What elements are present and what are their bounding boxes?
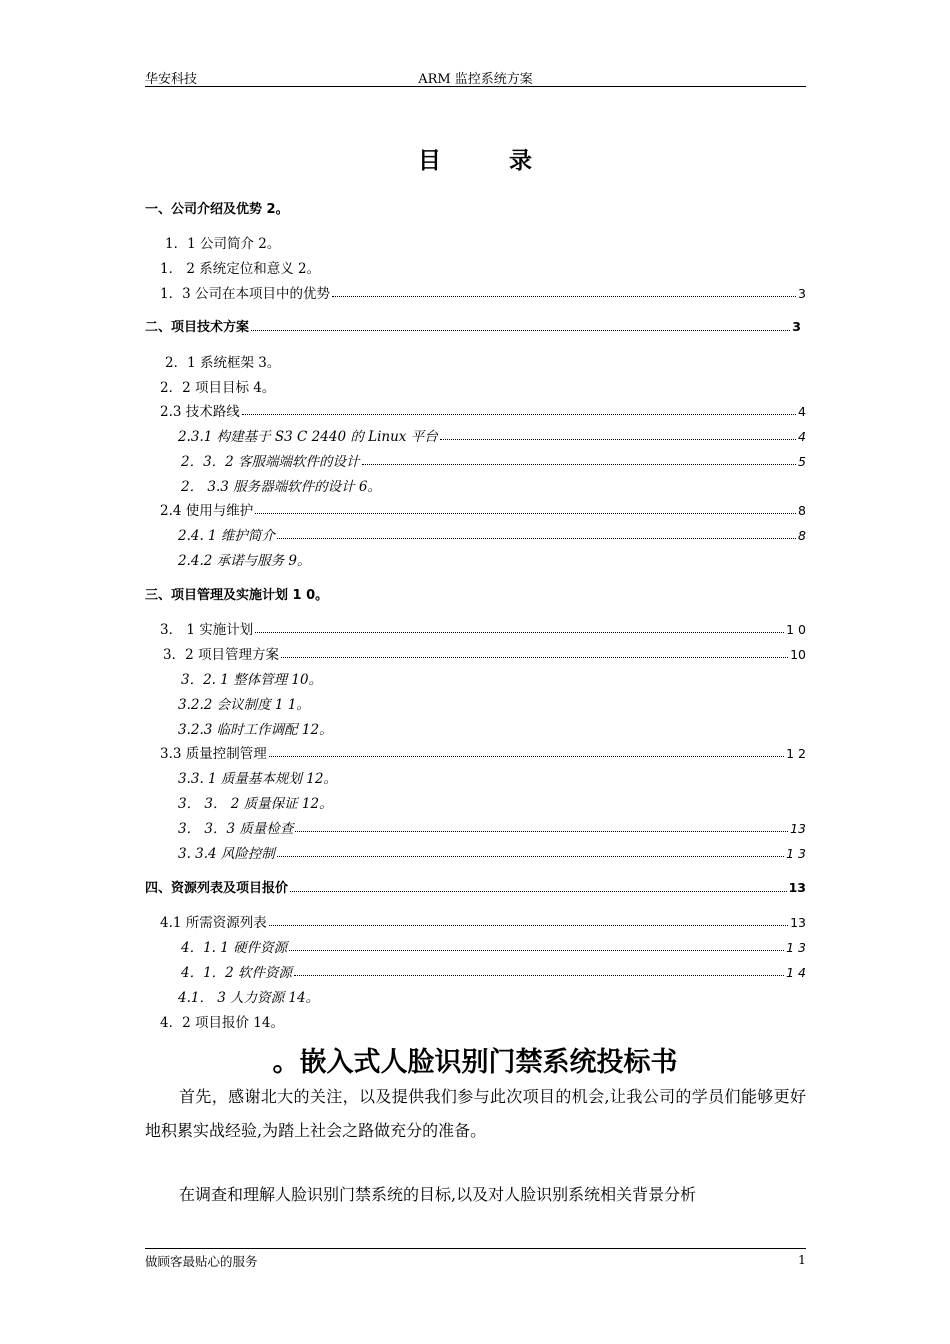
toc-entry[interactable] bbox=[160, 257, 806, 277]
toc-entry[interactable] bbox=[145, 316, 801, 336]
toc-entry-text: 3.3 质量控制管理 bbox=[160, 746, 267, 762]
toc-entry-text: 3． 1 实施计划 bbox=[160, 622, 254, 638]
toc-entry[interactable] bbox=[145, 584, 806, 604]
toc-entry-text: 3.2.2 会议制度 1 1。 bbox=[178, 697, 310, 713]
toc-entry-page: 13 bbox=[790, 915, 806, 930]
toc-entry-text: 2.3.1 构建基于 S3 C 2440 的 Linux 平台 bbox=[178, 429, 438, 445]
toc-entry[interactable] bbox=[178, 524, 806, 544]
toc-entry-text: 3． 3．3 质量检查 bbox=[178, 821, 294, 837]
toc-title: 目 录 bbox=[417, 148, 562, 174]
toc-entry[interactable] bbox=[165, 351, 806, 371]
toc-leader-dots bbox=[269, 925, 788, 926]
toc-entry[interactable] bbox=[178, 425, 806, 445]
toc-entry-text: 4.1． 3 人力资源 14。 bbox=[178, 990, 320, 1006]
toc-leader-dots bbox=[269, 756, 784, 757]
toc-entry-page: 13 bbox=[788, 880, 806, 895]
toc-entry-text: 二、项目技术方案 bbox=[145, 320, 250, 335]
toc-entry[interactable] bbox=[181, 668, 806, 688]
toc-leader-dots bbox=[362, 464, 796, 465]
toc-entry[interactable] bbox=[178, 693, 806, 713]
toc-entry-text: 四、资源列表及项目报价 bbox=[145, 881, 289, 896]
body-paragraph: 首先，感谢北大的关注，以及提供我们参与此次项目的机会,让我公司的学员们能够更好地积累实战经验,为踏上社会之路做充分的准备。 bbox=[145, 1087, 806, 1140]
toc-entry[interactable] bbox=[178, 986, 806, 1006]
toc-entry[interactable] bbox=[178, 767, 806, 787]
header-company: 华安科技 bbox=[145, 72, 198, 87]
toc-entry-page: 1 3 bbox=[786, 940, 806, 955]
toc-entry-page: 5 bbox=[798, 454, 806, 469]
footer-slogan: 做顾客最贴心的服务 bbox=[145, 1254, 258, 1269]
toc-entry-text: 3． 3． 2 质量保证 12。 bbox=[178, 796, 333, 812]
toc-entry[interactable] bbox=[181, 450, 806, 470]
toc-leader-dots bbox=[295, 831, 788, 832]
toc-entry[interactable] bbox=[178, 817, 806, 837]
toc-entry-text: 3．2. 1 整体管理 10。 bbox=[181, 672, 323, 688]
toc-entry-text: 3.3. 1 质量基本规划 12。 bbox=[178, 771, 337, 787]
toc-entry[interactable] bbox=[178, 718, 806, 738]
toc-entry[interactable] bbox=[160, 911, 806, 931]
toc-entry[interactable] bbox=[178, 792, 806, 812]
toc-entry[interactable] bbox=[145, 198, 806, 218]
toc-entry[interactable] bbox=[163, 643, 806, 663]
toc-leader-dots bbox=[281, 657, 788, 658]
toc-entry-text: 3. 3.4 风险控制 bbox=[178, 846, 275, 862]
toc-entry-text: 1．1 公司简介 2。 bbox=[165, 236, 281, 252]
toc-entry-page: 3 bbox=[798, 286, 806, 301]
toc-entry[interactable] bbox=[160, 499, 806, 519]
toc-entry-page: 1 3 bbox=[786, 846, 806, 861]
toc-entry[interactable] bbox=[165, 232, 806, 252]
toc-entry-text: 4．1. 1 硬件资源 bbox=[181, 940, 288, 956]
toc-entry-text: 2.4 使用与维护 bbox=[160, 503, 254, 519]
toc-entry-page: 1 0 bbox=[786, 622, 806, 637]
toc-entry-page: 4 bbox=[798, 404, 806, 419]
toc-entry-text: 2． 3.3 服务器端软件的设计 6。 bbox=[181, 479, 382, 495]
toc-leader-dots bbox=[255, 632, 784, 633]
toc-entry-page: 8 bbox=[798, 528, 806, 543]
toc-leader-dots bbox=[277, 538, 796, 539]
toc-leader-dots bbox=[440, 439, 796, 440]
page-number: 1 bbox=[798, 1252, 806, 1267]
toc-leader-dots bbox=[332, 296, 796, 297]
toc-entry-page: 13 bbox=[790, 821, 806, 836]
toc-entry-text: 2.3 技术路线 bbox=[160, 404, 240, 420]
toc-entry[interactable] bbox=[145, 877, 806, 897]
toc-leader-dots bbox=[255, 513, 796, 514]
toc-entry-page: 10 bbox=[790, 647, 806, 662]
toc-entry-text: 4．1．2 软件资源 bbox=[181, 965, 293, 981]
toc-entry-text: 2.4. 1 维护简介 bbox=[178, 528, 275, 544]
toc-entry[interactable] bbox=[181, 961, 806, 981]
toc-entry[interactable] bbox=[160, 1011, 806, 1031]
toc-entry-text: 2．1 系统框架 3。 bbox=[165, 355, 281, 371]
toc-entry-text: 一、公司介绍及优势 2。 bbox=[145, 202, 289, 217]
toc-entry-text: 1． 2 系统定位和意义 2。 bbox=[160, 261, 321, 277]
toc-entry-text: 三、项目管理及实施计划 1 0。 bbox=[145, 588, 329, 603]
toc-entry-page: 3 bbox=[792, 319, 801, 334]
toc-entry-page: 1 4 bbox=[786, 965, 806, 980]
toc-entry-text: 2．3．2 客服端端软件的设计 bbox=[181, 454, 360, 470]
page-footer bbox=[145, 1248, 806, 1271]
toc-entry-text: 1．3 公司在本项目中的优势 bbox=[160, 286, 330, 302]
toc-entry-text: 4．2 项目报价 14。 bbox=[160, 1015, 284, 1031]
toc-entry-text: 2.4.2 承诺与服务 9。 bbox=[178, 553, 311, 569]
toc-leader-dots bbox=[294, 975, 784, 976]
toc-entry-text: 3．2 项目管理方案 bbox=[163, 647, 279, 663]
toc-leader-dots bbox=[290, 891, 787, 892]
toc-entry-text: 3.2.3 临时工作调配 12。 bbox=[178, 722, 333, 738]
toc-entry[interactable] bbox=[181, 936, 806, 956]
toc-entry-page: 1 2 bbox=[786, 746, 806, 761]
toc-entry-page: 8 bbox=[798, 503, 806, 518]
toc-entry[interactable] bbox=[178, 549, 806, 569]
toc-entry[interactable] bbox=[160, 376, 806, 396]
toc-leader-dots bbox=[289, 950, 784, 951]
toc-leader-dots bbox=[251, 330, 790, 331]
toc-entry[interactable] bbox=[160, 618, 806, 638]
document-title: 。嵌入式人脸识别门禁系统投标书 bbox=[272, 1047, 678, 1078]
toc-leader-dots bbox=[242, 414, 796, 415]
header-doc-name: ARM 监控系统方案 bbox=[418, 72, 533, 87]
toc-entry-text: 4.1 所需资源列表 bbox=[160, 915, 267, 931]
toc-entry[interactable] bbox=[181, 475, 806, 495]
toc-leader-dots bbox=[277, 856, 784, 857]
toc-entry[interactable] bbox=[178, 842, 806, 862]
page-header bbox=[145, 66, 806, 87]
toc-entry[interactable] bbox=[160, 282, 806, 302]
body-paragraph: 在调查和理解人脸识别门禁系统的目标,以及对人脸识别系统相关背景分析 bbox=[179, 1185, 697, 1204]
toc-entry-text: 2．2 项目目标 4。 bbox=[160, 380, 276, 396]
toc-entry[interactable] bbox=[160, 400, 806, 420]
toc-entry-page: 4 bbox=[798, 429, 806, 444]
toc-entry[interactable] bbox=[160, 742, 806, 762]
